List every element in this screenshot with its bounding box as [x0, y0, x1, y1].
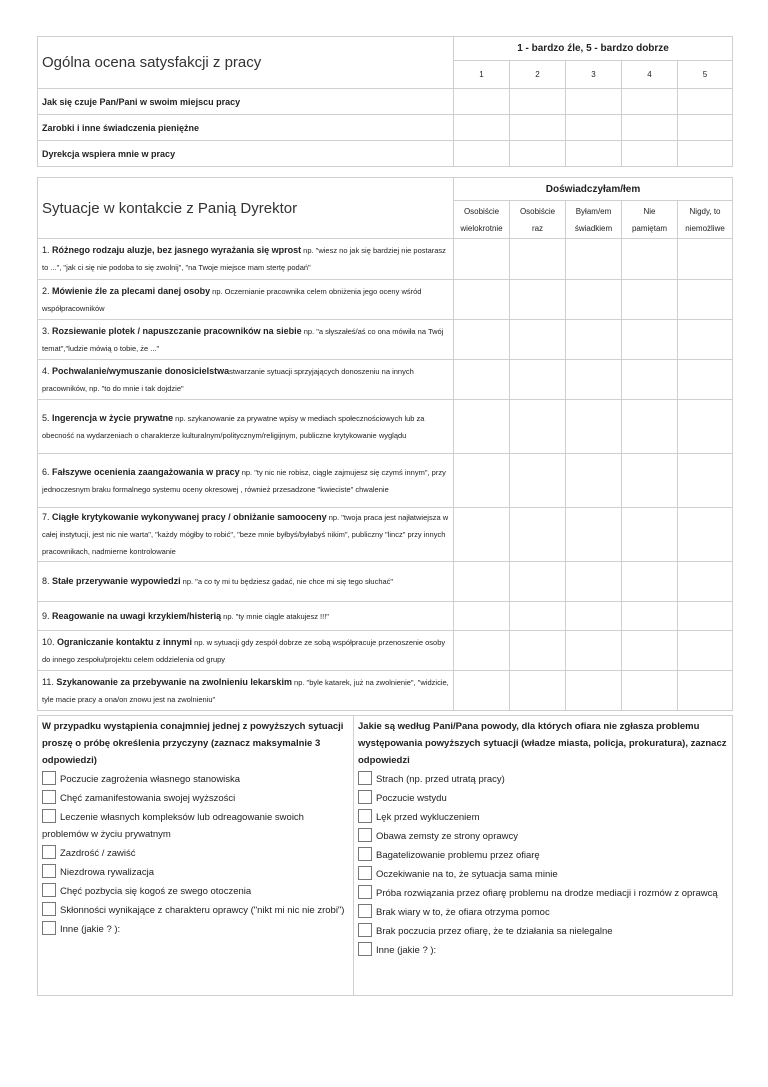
frequency-cell[interactable] — [510, 400, 566, 454]
rating-cell[interactable] — [454, 89, 510, 115]
checkbox-option[interactable] — [42, 921, 349, 938]
option-label: Strach (np. przed utratą pracy) — [376, 774, 505, 785]
situations-table — [37, 177, 733, 711]
situation-title: Pochwalanie/wymuszanie donosicielstwa — [52, 365, 230, 376]
checkbox-option[interactable] — [42, 902, 349, 919]
rating-cell[interactable] — [566, 89, 622, 115]
checkbox[interactable] — [42, 902, 56, 916]
situation-text — [38, 508, 454, 562]
frequency-cell[interactable] — [678, 631, 733, 671]
frequency-cell[interactable] — [678, 400, 733, 454]
satisfaction-item: Dyrekcja wspiera mnie w pracy — [38, 141, 454, 167]
situation-title: Ograniczanie kontaktu z innymi — [57, 636, 193, 647]
frequency-cell[interactable] — [678, 239, 733, 280]
frequency-cell[interactable] — [622, 454, 678, 508]
situation-title: Szykanowanie za przebywanie na zwolnieniu lekarskim — [56, 676, 292, 687]
checkbox-option[interactable] — [42, 864, 349, 881]
option-label: Brak wiary w to, że ofiara otrzyma pomoc — [376, 907, 550, 918]
situation-number: 7. — [42, 512, 50, 522]
rating-cell[interactable] — [566, 141, 622, 167]
frequency-cell[interactable] — [510, 454, 566, 508]
frequency-cell[interactable] — [622, 280, 678, 320]
freq-column-line1: Nigdy, to — [689, 206, 721, 216]
situation-example: np. "a co ty mi tu będziesz gadać, nie chce mi się tego słuchać" — [180, 577, 394, 586]
checkbox[interactable] — [42, 809, 56, 823]
option-label: Bagatelizowanie problemu przez ofiarę — [376, 850, 540, 861]
option-label: Leczenie własnych kompleksów lub odreagowanie swoich problemów w życiu prywatnym — [42, 812, 304, 840]
situation-title: Mówienie źle za plecami danej osoby — [52, 285, 211, 296]
frequency-cell[interactable] — [566, 562, 622, 602]
option-label: Poczucie wstydu — [376, 793, 447, 804]
checkbox[interactable] — [358, 923, 372, 937]
frequency-cell[interactable] — [454, 562, 510, 602]
frequency-cell[interactable] — [510, 671, 566, 711]
table-row — [38, 602, 733, 631]
situation-number: 10. — [42, 636, 55, 647]
checkbox-option[interactable] — [42, 790, 349, 807]
situation-number: 2. — [42, 285, 50, 296]
situation-number: 4. — [42, 365, 50, 376]
frequency-cell[interactable] — [510, 360, 566, 400]
checkbox[interactable] — [42, 883, 56, 897]
table-row — [38, 320, 733, 360]
rating-cell[interactable] — [566, 115, 622, 141]
frequency-cell[interactable] — [454, 671, 510, 711]
rating-cell[interactable] — [622, 89, 678, 115]
situation-example: np. "ty mnie ciągle atakujesz !!!" — [221, 611, 329, 621]
situation-example: np. "twoja praca jest najłatwiejsza w całej instytucji, jest nic nie warta", "każdy mógłby to robić", "beze mnie byłbyś/byłabyś nikim", publiczny "lincz" przy innych pracownikach, nadmierne kontrolowanie — [42, 513, 449, 556]
freq-column-header — [454, 201, 510, 239]
scale-header: 1 - bardzo źle, 5 - bardzo dobrze — [454, 37, 733, 61]
situation-text — [38, 360, 454, 400]
frequency-cell[interactable] — [454, 239, 510, 280]
freq-column-line1: Byłam/em — [575, 206, 612, 216]
checkbox-option[interactable] — [42, 809, 349, 843]
situation-text — [38, 280, 454, 320]
situation-text — [38, 671, 454, 711]
frequency-cell[interactable] — [510, 239, 566, 280]
option-label: Skłonności wynikające z charakteru oprawcy ("nikt mi nic nie zrobi") — [60, 905, 345, 916]
frequency-cell[interactable] — [566, 671, 622, 711]
rating-cell[interactable] — [622, 115, 678, 141]
scale-label: 2 — [510, 61, 566, 89]
frequency-cell[interactable] — [566, 280, 622, 320]
situation-title: Reagowanie na uwagi krzykiem/histerią — [52, 610, 222, 621]
section2-title: Sytuacje w kontakcie z Panią Dyrektor — [38, 178, 454, 239]
checkbox[interactable] — [358, 942, 372, 956]
situation-number: 3. — [42, 325, 50, 336]
table-row — [38, 454, 733, 508]
checkbox-option[interactable] — [358, 866, 728, 883]
situation-example: np. "ty nic nie robisz, ciągle zajmujesz się czymś innym", przy jednoczesnym braku formalnego systemu oceny okresowej , również przesadzone "kwieciste" chwalenie — [42, 467, 446, 494]
rating-cell[interactable] — [622, 141, 678, 167]
checkbox[interactable] — [358, 771, 372, 785]
frequency-cell[interactable] — [678, 671, 733, 711]
frequency-cell[interactable] — [622, 562, 678, 602]
freq-column-line2: świadkiem — [574, 223, 613, 233]
frequency-cell[interactable] — [510, 320, 566, 360]
situation-example: np. Oczernianie pracownika celem obniżenia jego oceny wśród współpracowników — [42, 286, 422, 313]
rating-cell[interactable] — [678, 141, 733, 167]
freq-column-line2: pamiętam — [631, 223, 668, 233]
freq-column-line2: raz — [531, 223, 544, 233]
option-label: Chęć zamanifestowania swojej wyższości — [60, 793, 236, 804]
checkbox-option[interactable] — [358, 904, 728, 921]
causes-table — [37, 715, 733, 996]
checkbox-option[interactable] — [358, 923, 728, 940]
frequency-cell[interactable] — [622, 320, 678, 360]
scale-label: 4 — [622, 61, 678, 89]
frequency-cell[interactable] — [510, 280, 566, 320]
option-label: Oczekiwanie na to, że sytuacja sama minie — [376, 869, 558, 880]
frequency-cell[interactable] — [678, 280, 733, 320]
table-row — [38, 115, 733, 141]
situation-title: Różnego rodzaju aluzje, bez jasnego wyrażania się wprost — [52, 245, 302, 255]
situation-text — [38, 562, 454, 602]
option-label: Poczucie zagrożenia własnego stanowiska — [60, 774, 241, 785]
frequency-cell[interactable] — [678, 508, 733, 562]
scale-label: 5 — [678, 61, 733, 89]
frequency-cell[interactable] — [622, 631, 678, 671]
table-row — [38, 508, 733, 562]
option-label: Niezdrowa rywalizacja — [60, 867, 154, 878]
frequency-cell[interactable] — [454, 602, 510, 631]
checkbox-option[interactable] — [358, 942, 728, 959]
freq-column-header — [510, 201, 566, 239]
checkbox[interactable] — [42, 921, 56, 935]
reasons-header: Jakie są według Pani/Pana powody, dla których ofiara nie zgłasza problemu występowania powyższych sytuacji (władze miasta, policja, prokuratura), zaznacz odpowiedzi — [358, 721, 727, 766]
frequency-cell[interactable] — [510, 631, 566, 671]
checkbox[interactable] — [358, 866, 372, 880]
satisfaction-item: Zarobki i inne świadczenia pieniężne — [38, 115, 454, 141]
rating-cell[interactable] — [510, 115, 566, 141]
frequency-cell[interactable] — [678, 320, 733, 360]
section1-title: Ogólna ocena satysfakcji z pracy — [38, 37, 454, 89]
frequency-cell[interactable] — [622, 602, 678, 631]
situation-number: 8. — [42, 576, 50, 586]
frequency-cell[interactable] — [678, 454, 733, 508]
frequency-cell[interactable] — [566, 508, 622, 562]
frequency-cell[interactable] — [454, 360, 510, 400]
situation-example: np. "byle katarek, już na zwolnienie", "widzicie, tyle macie pracy a ona/on znowu jest na zwolnieniu" — [42, 677, 449, 704]
frequency-cell[interactable] — [566, 320, 622, 360]
checkbox[interactable] — [358, 885, 372, 899]
checkbox[interactable] — [42, 864, 56, 878]
option-label: Lęk przed wykluczeniem — [376, 812, 480, 823]
frequency-cell[interactable] — [566, 400, 622, 454]
checkbox[interactable] — [358, 828, 372, 842]
checkbox[interactable] — [358, 790, 372, 804]
freq-header: Doświadczyłam/łem — [454, 178, 733, 201]
freq-column-line1: Osobiście — [463, 206, 500, 216]
checkbox[interactable] — [42, 845, 56, 859]
checkbox-option[interactable] — [42, 883, 349, 900]
freq-column-header — [566, 201, 622, 239]
satisfaction-table — [37, 36, 733, 167]
option-label: Brak poczucia przez ofiarę, że te działania sa nielegalne — [376, 926, 613, 937]
frequency-cell[interactable] — [454, 280, 510, 320]
checkbox-option[interactable] — [42, 771, 349, 788]
rating-cell[interactable] — [678, 115, 733, 141]
frequency-cell[interactable] — [454, 631, 510, 671]
option-label: Chęć pozbycia się kogoś ze swego otoczenia — [60, 886, 252, 897]
frequency-cell[interactable] — [510, 602, 566, 631]
table-row — [38, 671, 733, 711]
option-label: Inne (jakie ? ): — [376, 945, 437, 956]
frequency-cell[interactable] — [566, 239, 622, 280]
checkbox-option[interactable] — [358, 885, 728, 902]
frequency-cell[interactable] — [622, 239, 678, 280]
table-row — [38, 239, 733, 280]
frequency-cell[interactable] — [622, 360, 678, 400]
rating-cell[interactable] — [454, 141, 510, 167]
situation-example: stwarzanie sytuacji sprzyjających donoszeniu na innych pracowników, np. "to do mnie i tak dojdzie" — [42, 366, 414, 393]
checkbox-option[interactable] — [358, 790, 728, 807]
situation-text — [38, 602, 454, 631]
option-label: Obawa zemsty ze strony oprawcy — [376, 831, 519, 842]
situation-title: Ciągłe krytykowanie wykonywanej pracy / obniżanie samooceny — [52, 512, 327, 522]
frequency-cell[interactable] — [566, 454, 622, 508]
table-row — [38, 280, 733, 320]
frequency-cell[interactable] — [454, 400, 510, 454]
situation-example: np. szykanowanie za prywatne wpisy w mediach społecznościowych lub za obecność na wydarzeniach o charakterze kulturalnym/politycznym/religijnym, publiczne krytykowanie wyglądu — [42, 413, 425, 440]
table-row — [38, 562, 733, 602]
frequency-cell[interactable] — [454, 454, 510, 508]
checkbox[interactable] — [358, 809, 372, 823]
situation-example: np. "wiesz no jak się bardziej nie postarasz to ...", "jak ci się nie podoba to się zwolnij", "na Twoje miejsce mam stertę podań" — [42, 246, 446, 272]
scale-label: 1 — [454, 61, 510, 89]
situation-text — [38, 400, 454, 454]
situation-title: Fałszywe ocenienia zaangażowania w pracy — [52, 466, 240, 477]
causes-column — [38, 716, 354, 996]
table-row — [38, 89, 733, 115]
situation-number: 1. — [42, 245, 50, 255]
frequency-cell[interactable] — [454, 320, 510, 360]
situation-example: np. w sytuacji gdy zespół dobrze ze sobą współpracuje przenoszenie osoby do innego zespołu/projektu celem oddzielenia od grupy — [42, 637, 446, 664]
situation-title: Rozsiewanie plotek / napuszczanie pracowników na siebie — [52, 325, 302, 336]
frequency-cell[interactable] — [622, 508, 678, 562]
checkbox[interactable] — [42, 771, 56, 785]
situation-number: 11. — [42, 676, 54, 687]
checkbox[interactable] — [42, 790, 56, 804]
checkbox-option[interactable] — [358, 828, 728, 845]
rating-cell[interactable] — [510, 141, 566, 167]
checkbox[interactable] — [358, 847, 372, 861]
table-row — [38, 400, 733, 454]
situation-text — [38, 631, 454, 671]
table-row — [38, 631, 733, 671]
checkbox-option[interactable] — [358, 771, 728, 788]
checkbox[interactable] — [358, 904, 372, 918]
option-label: Zazdrość / zawiść — [60, 848, 136, 859]
situation-example: np. "a słyszałeś/aś co ona mówiła na Twój temat","ludzie mówią o tobie, że ..." — [42, 326, 444, 353]
table-row — [38, 141, 733, 167]
situation-title: Ingerencja w życie prywatne — [52, 412, 174, 423]
freq-column-line1: Nie — [643, 206, 656, 216]
frequency-cell[interactable] — [454, 508, 510, 562]
frequency-cell[interactable] — [678, 360, 733, 400]
checkbox-option[interactable] — [358, 847, 728, 864]
frequency-cell[interactable] — [566, 602, 622, 631]
causes-header: W przypadku wystąpienia conajmniej jednej z powyższych sytuacji proszę o próbę określenia przyczyny (zaznacz maksymalnie 3 odpowiedzi) — [42, 721, 344, 766]
frequency-cell[interactable] — [510, 562, 566, 602]
option-label: Inne (jakie ? ): — [60, 924, 121, 935]
frequency-cell[interactable] — [566, 631, 622, 671]
freq-column-line1: Osobiście — [519, 206, 556, 216]
rating-cell[interactable] — [510, 89, 566, 115]
option-label: Próba rozwiązania przez ofiarę problemu na drodze mediacji i rozmów z oprawcą — [376, 888, 718, 899]
scale-label: 3 — [566, 61, 622, 89]
situation-text — [38, 320, 454, 360]
frequency-cell[interactable] — [510, 508, 566, 562]
freq-column-line2: niemożliwe — [685, 223, 725, 233]
frequency-cell[interactable] — [622, 671, 678, 711]
frequency-cell[interactable] — [622, 400, 678, 454]
checkbox-option[interactable] — [358, 809, 728, 826]
freq-column-line2: wielokrotnie — [460, 223, 503, 233]
reasons-column — [354, 716, 733, 996]
rating-cell[interactable] — [454, 115, 510, 141]
frequency-cell[interactable] — [678, 562, 733, 602]
frequency-cell[interactable] — [678, 602, 733, 631]
checkbox-option[interactable] — [42, 845, 349, 862]
situation-text — [38, 239, 454, 280]
situation-text — [38, 454, 454, 508]
rating-cell[interactable] — [678, 89, 733, 115]
table-row — [38, 360, 733, 400]
frequency-cell[interactable] — [566, 360, 622, 400]
situation-number: 6. — [42, 466, 50, 477]
freq-column-header — [622, 201, 678, 239]
satisfaction-item: Jak się czuje Pan/Pani w swoim miejscu pracy — [38, 89, 454, 115]
situation-number: 5. — [42, 412, 50, 423]
situation-number: 9. — [42, 610, 50, 621]
situation-title: Stałe przerywanie wypowiedzi — [52, 576, 181, 586]
freq-column-header — [678, 201, 733, 239]
